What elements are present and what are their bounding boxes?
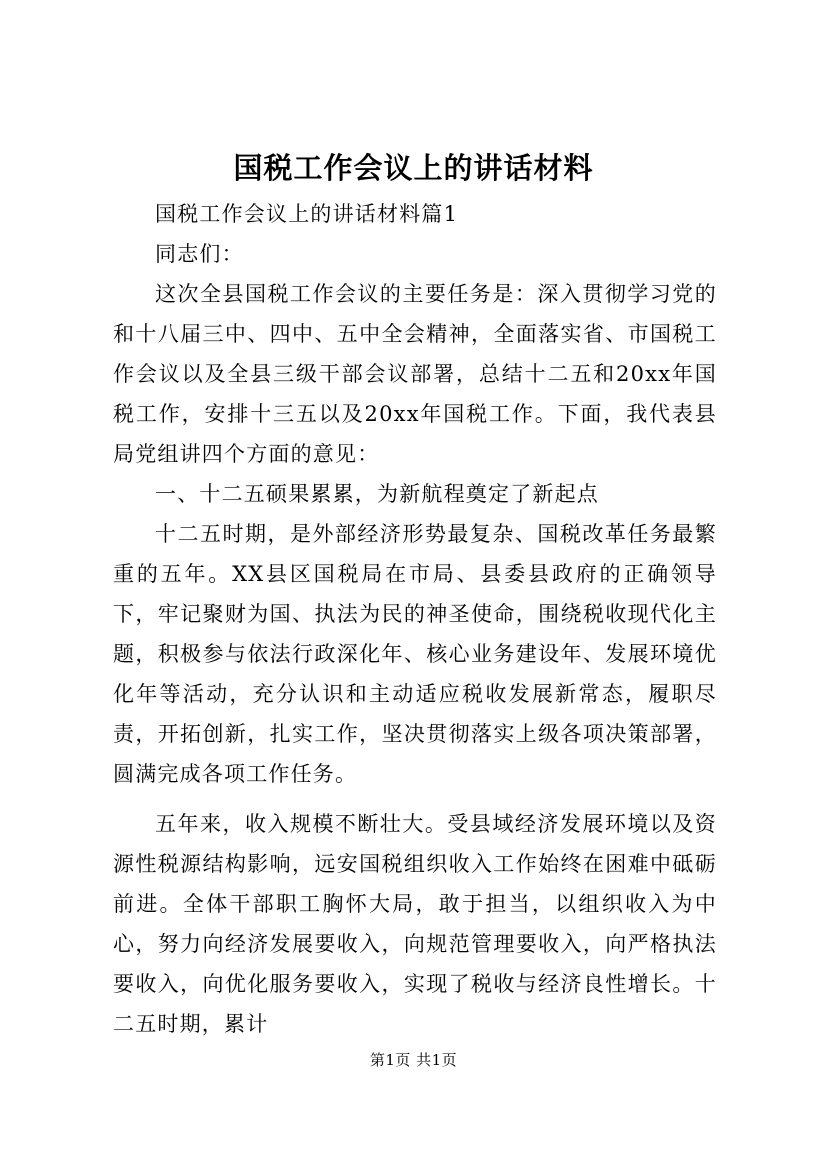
section-heading: 国税工作会议上的讲话材料篇1 xyxy=(155,202,459,226)
paragraph: 这次全县国税工作会议的主要任务是：深入贯彻学习党的和十八届三中、四中、五中全会精神，全面落实省、市国税工作会议以及全县三级干部会议部署，总结十二五和20xx年国税工作，安排十三五以及20xx年国税工作。下面，我代表县局党组讲四个方面的意见： xyxy=(113,282,717,466)
document-title: 国税工作会议上的讲话材料 xyxy=(233,151,594,185)
subheading: 一、十二五硕果累累，为新航程奠定了新起点 xyxy=(155,482,599,506)
document-body xyxy=(113,194,717,1044)
paragraph: 五年来，收入规模不断壮大。受县域经济发展环境以及资源性税源结构影响，远安国税组织收入工作始终在困难中砥砺前进。全体干部职工胸怀大局，敢于担当，以组织收入为中心，努力向经济发展要收入，向规范管理要收入，向严格执法要收入，向优化服务要收入，实现了税收与经济良性增长。十二五时期，累计 xyxy=(113,812,717,1036)
page-footer: 第1页 共1页 xyxy=(369,1051,458,1069)
salutation: 同志们： xyxy=(155,242,244,266)
paragraph: 十二五时期，是外部经济形势最复杂、国税改革任务最繁重的五年。XX县区国税局在市局、县委县政府的正确领导下，牢记聚财为国、执法为民的神圣使命，围绕税收现代化主题，积极参与依法行政深化年、核心业务建设年、发展环境优化年等活动，充分认识和主动适应税收发展新常态，履职尽责，开拓创新，扎实工作，坚决贯彻落实上级各项决策部署，圆满完成各项工作任务。 xyxy=(113,522,717,786)
